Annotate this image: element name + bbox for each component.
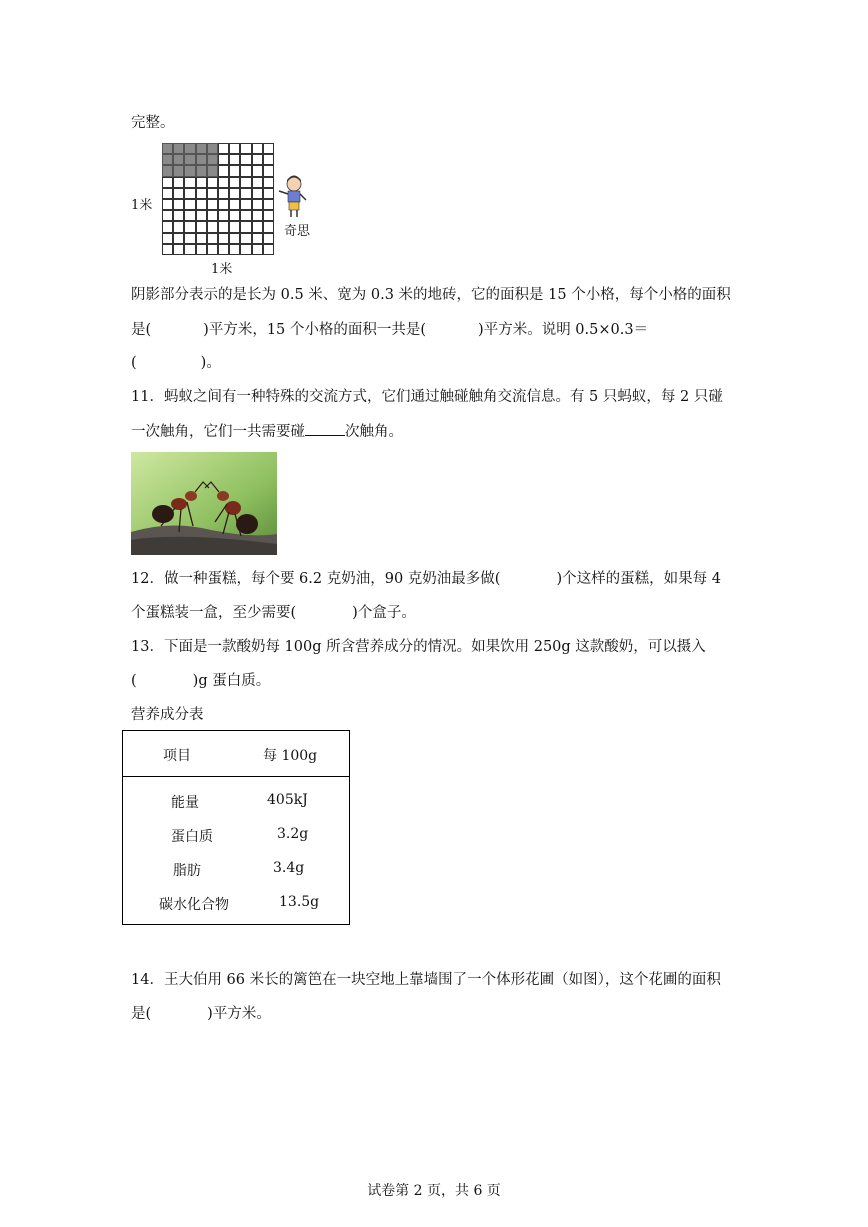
decimal-grid-figure bbox=[162, 143, 274, 255]
grid-cell bbox=[207, 154, 218, 165]
grid-cell bbox=[162, 221, 173, 232]
grid-cell bbox=[240, 199, 251, 210]
q12-line2: 个蛋糕装一盒，至少需要( )个盒子。 bbox=[131, 605, 416, 621]
grid-cell bbox=[196, 143, 207, 154]
grid-cell bbox=[162, 143, 173, 154]
grid-cell bbox=[196, 154, 207, 165]
grid-cell bbox=[229, 188, 240, 199]
page-footer: 试卷第 2 页，共 6 页 bbox=[367, 1183, 501, 1199]
grid-cell bbox=[229, 165, 240, 176]
grid-cell bbox=[173, 165, 184, 176]
grid-cell bbox=[218, 177, 229, 188]
row-carbs-value: 13.5g bbox=[279, 894, 320, 910]
grid-cell bbox=[218, 165, 229, 176]
row-protein-name: 蛋白质 bbox=[171, 829, 213, 845]
grid-cell bbox=[240, 210, 251, 221]
grid-cell bbox=[240, 233, 251, 244]
grid-cell bbox=[207, 188, 218, 199]
grid-cell bbox=[252, 177, 263, 188]
row-energy-name: 能量 bbox=[171, 795, 199, 811]
grid-cell bbox=[196, 177, 207, 188]
grid-cell bbox=[162, 188, 173, 199]
grid-cell bbox=[173, 143, 184, 154]
grid-cell bbox=[218, 199, 229, 210]
grid-cell bbox=[218, 143, 229, 154]
nutrition-table-title: 营养成分表 bbox=[131, 707, 204, 723]
grid-cell bbox=[162, 199, 173, 210]
grid-cell bbox=[173, 154, 184, 165]
grid-cell bbox=[218, 221, 229, 232]
grid-cell bbox=[173, 199, 184, 210]
grid-cell bbox=[184, 177, 195, 188]
q12-line1: 12．做一种蛋糕，每个要 6.2 克奶油，90 克奶油最多做( )个这样的蛋糕，如果每 4 bbox=[131, 571, 721, 587]
grid-cell bbox=[240, 177, 251, 188]
grid-cell bbox=[173, 221, 184, 232]
grid-cell bbox=[207, 233, 218, 244]
grid-cell bbox=[207, 210, 218, 221]
grid-cell bbox=[173, 210, 184, 221]
row-fat-name: 脂肪 bbox=[173, 863, 201, 879]
grid-cell bbox=[196, 210, 207, 221]
grid-cell bbox=[207, 244, 218, 255]
row-protein-value: 3.2g bbox=[277, 826, 309, 842]
grid-cell bbox=[207, 177, 218, 188]
q10-line3: ( )。 bbox=[131, 355, 221, 371]
grid-cell bbox=[196, 199, 207, 210]
ants-photo bbox=[131, 452, 277, 555]
grid-width-label: 1米 bbox=[211, 262, 233, 277]
grid-cell bbox=[263, 188, 274, 199]
grid-cell bbox=[184, 154, 195, 165]
row-carbs-name: 碳水化合物 bbox=[159, 897, 229, 913]
student-figure-icon bbox=[276, 173, 312, 219]
grid-cell bbox=[196, 221, 207, 232]
grid-cell bbox=[263, 233, 274, 244]
grid-cell bbox=[184, 143, 195, 154]
grid-cell bbox=[229, 199, 240, 210]
grid-cell bbox=[162, 244, 173, 255]
q11-line2: 一次触角，它们一共需要碰 次触角。 bbox=[131, 421, 403, 442]
q11-line1: 11．蚂蚁之间有一种特殊的交流方式，它们通过触碰触角交流信息。有 5 只蚂蚁，每 2 只碰 bbox=[131, 389, 723, 405]
grid-cell bbox=[240, 188, 251, 199]
grid-height-label: 1米 bbox=[131, 198, 153, 213]
grid-cell bbox=[263, 210, 274, 221]
q10-line1: 阴影部分表示的是长为 0.5 米、宽为 0.3 米的地砖，它的面积是 15 个小格，每个小格的面积 bbox=[131, 287, 731, 303]
grid-cell bbox=[252, 154, 263, 165]
header-per-100g: 每 100g bbox=[263, 748, 318, 764]
grid-cell bbox=[196, 233, 207, 244]
grid-cell bbox=[162, 177, 173, 188]
student-name-label: 奇思 bbox=[284, 224, 311, 239]
grid-cell bbox=[184, 165, 195, 176]
grid-cell bbox=[184, 244, 195, 255]
grid-cell bbox=[252, 143, 263, 154]
grid-cell bbox=[263, 177, 274, 188]
grid-cell bbox=[173, 177, 184, 188]
grid-cell bbox=[229, 221, 240, 232]
grid-cell bbox=[229, 233, 240, 244]
q13-line1: 13．下面是一款酸奶每 100g 所含营养成分的情况。如果饮用 250g 这款酸奶，可以摄入 bbox=[131, 639, 706, 655]
grid-cell bbox=[207, 199, 218, 210]
grid-cell bbox=[252, 244, 263, 255]
grid-cell bbox=[263, 244, 274, 255]
grid-cell bbox=[240, 165, 251, 176]
grid-cell bbox=[229, 244, 240, 255]
grid-cell bbox=[240, 154, 251, 165]
grid-cell bbox=[184, 199, 195, 210]
q13-line2: ( )g 蛋白质。 bbox=[131, 673, 271, 689]
grid-cell bbox=[252, 199, 263, 210]
grid-cell bbox=[263, 154, 274, 165]
grid-cell bbox=[263, 165, 274, 176]
grid-cell bbox=[162, 233, 173, 244]
grid-cell bbox=[229, 143, 240, 154]
grid-cell bbox=[218, 244, 229, 255]
grid-cell bbox=[173, 244, 184, 255]
grid-cell bbox=[252, 188, 263, 199]
grid-cell bbox=[196, 188, 207, 199]
grid-cell bbox=[184, 210, 195, 221]
grid-cell bbox=[229, 177, 240, 188]
grid-cell bbox=[252, 165, 263, 176]
grid-cell bbox=[218, 154, 229, 165]
grid-cell bbox=[184, 233, 195, 244]
q14-line2: 是( )平方米。 bbox=[131, 1006, 271, 1022]
grid-cell bbox=[218, 210, 229, 221]
grid-cell bbox=[184, 188, 195, 199]
grid-cell bbox=[218, 188, 229, 199]
grid-cell bbox=[240, 244, 251, 255]
grid-cell bbox=[173, 233, 184, 244]
grid-cell bbox=[162, 165, 173, 176]
grid-cell bbox=[263, 199, 274, 210]
grid-cell bbox=[229, 210, 240, 221]
grid-cell bbox=[263, 221, 274, 232]
grid-cell bbox=[263, 143, 274, 154]
nutrition-table bbox=[122, 730, 350, 925]
grid-cell bbox=[184, 221, 195, 232]
grid-cell bbox=[162, 154, 173, 165]
q10-top-text: 完整。 bbox=[131, 115, 175, 131]
grid-cell bbox=[252, 210, 263, 221]
grid-cell bbox=[173, 188, 184, 199]
grid-cell bbox=[252, 221, 263, 232]
grid-cell bbox=[196, 165, 207, 176]
grid-cell bbox=[196, 244, 207, 255]
header-item: 项目 bbox=[163, 748, 191, 764]
grid-cell bbox=[207, 221, 218, 232]
grid-cell bbox=[207, 143, 218, 154]
row-energy-value: 405kJ bbox=[267, 792, 308, 808]
grid-cell bbox=[240, 221, 251, 232]
grid-cell bbox=[252, 233, 263, 244]
grid-cell bbox=[229, 154, 240, 165]
grid-cell bbox=[218, 233, 229, 244]
row-fat-value: 3.4g bbox=[273, 860, 305, 876]
grid-cell bbox=[207, 165, 218, 176]
q10-line2: 是( )平方米，15 个小格的面积一共是( )平方米。说明 0.5×0.3＝ bbox=[131, 322, 649, 338]
q14-line1: 14．王大伯用 66 米长的篱笆在一块空地上靠墙围了一个体形花圃（如图），这个花圃的面积 bbox=[131, 972, 721, 988]
grid-cell bbox=[162, 210, 173, 221]
grid-cell bbox=[240, 143, 251, 154]
